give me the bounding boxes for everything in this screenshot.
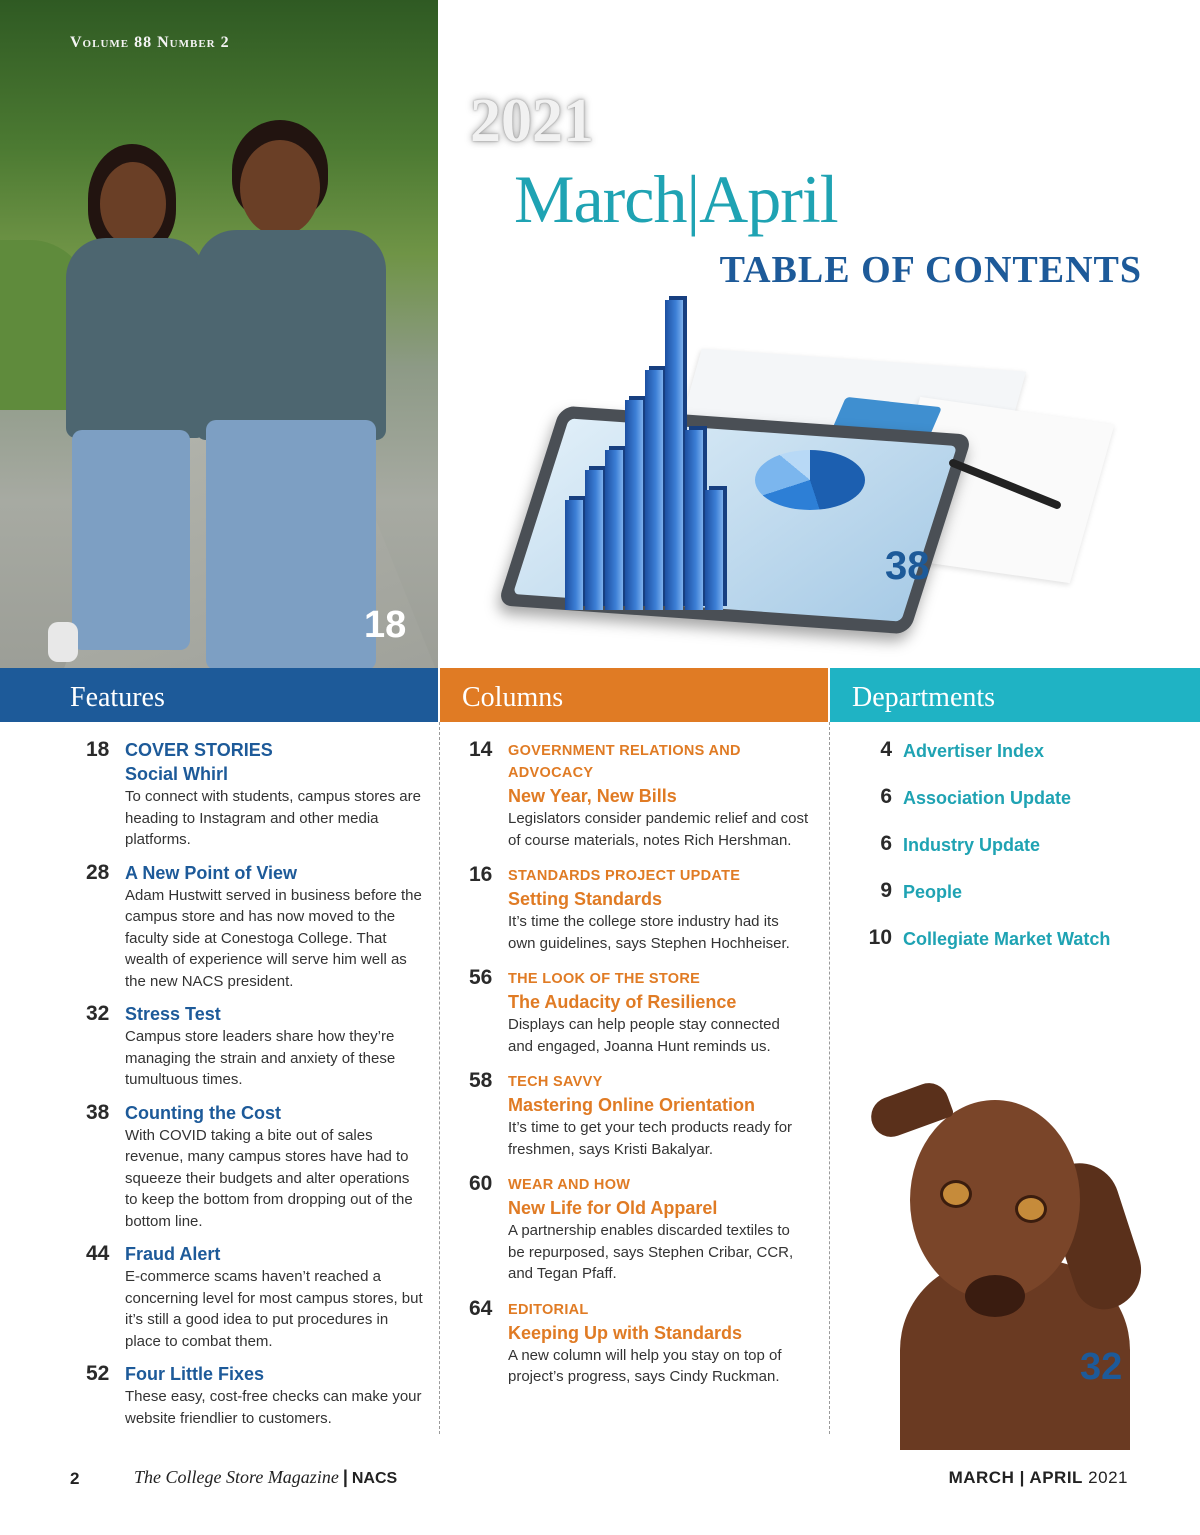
feature-title[interactable]: Stress Test [125,1004,221,1024]
department-item[interactable] [864,832,1184,879]
feature-kicker: COVER STORIES [125,740,273,760]
volume-label: Volume 88 Number 2 [70,34,230,51]
bar-chart-icon [555,290,725,610]
dog-head [910,1100,1080,1300]
footer-org: NACS [351,1470,398,1487]
column-page: 14 [469,738,493,761]
chart-tablet-illustration [515,290,1115,650]
feature-title[interactable]: A New Point of View [125,862,298,883]
footer-issue-year: 2021 [1088,1468,1128,1487]
feature-title[interactable]: Counting the Cost [125,1102,281,1123]
feature-page: 38 [86,1100,110,1124]
department-page: 6 [880,785,892,808]
department-page: 9 [880,879,892,902]
feature-description: With COVID taking a bite out of sales revenue, many campus stores have had to squeeze their budgets and alter operations to keep the bottom from dropping out of the bottom line. [125,1126,413,1230]
feature-title[interactable]: Social Whirl [125,764,229,784]
feature-page: 32 [86,1002,110,1025]
column-kicker: THE LOOK OF THE STORE [508,971,701,987]
footer-magazine [134,1467,397,1488]
feature-description: Adam Hustwitt served in business before the campus store and has now moved to the faculty side at Conestoga College. That wealth of experience will serve him well as the new NACS president. [125,886,422,990]
department-title[interactable]: People [903,882,963,902]
feature-description: These easy, cost-free checks can make your website friendlier to customers. [125,1388,422,1427]
pie-chart-icon [755,450,865,510]
column-item[interactable] [469,966,809,1057]
issue-title: March|April [514,161,838,237]
dog-nose-icon [965,1275,1025,1317]
feature-description: Campus store leaders share how they’re managing the strain and anxiety of these tumultuous times. [125,1028,396,1088]
column-description: Legislators consider pandemic relief and cost of course materials, notes Rich Hershman. [508,810,809,849]
department-page: 6 [880,832,892,855]
feature-page: 44 [86,1242,110,1265]
feature-page: 28 [86,860,110,884]
toc-title: TABLE OF CONTENTS [719,249,1142,291]
feature-item[interactable] [86,738,426,851]
illustration-page-number: 38 [885,544,930,588]
columns-list [469,738,809,1400]
column-title[interactable]: Setting Standards [508,889,663,909]
department-title[interactable]: Industry Update [903,835,1041,855]
feature-item[interactable] [86,1362,426,1429]
column-kicker: WEAR AND HOW [508,1177,631,1193]
department-page: 10 [868,926,892,949]
feature-item[interactable] [86,1002,426,1091]
column-page: 56 [469,966,493,989]
column-page: 60 [469,1172,493,1195]
column-item[interactable] [469,738,809,851]
dog-photo [860,1060,1180,1440]
feature-description: To connect with students, campus stores are heading to Instagram and other media platforms. [125,788,421,848]
department-title[interactable]: Collegiate Market Watch [903,929,1111,949]
column-description: A partnership enables discarded textiles to be repurposed, says Stephen Cribar, CCR, and Tegan Pfaff. [508,1222,794,1282]
feature-page: 52 [86,1362,110,1385]
departments-list [864,738,1184,973]
column-title[interactable]: New Life for Old Apparel [508,1198,718,1218]
department-title[interactable]: Association Update [903,788,1072,808]
feature-title[interactable]: Fraud Alert [125,1244,221,1264]
column-description: It’s time the college store industry had its own guidelines, says Stephen Hochheiser. [508,913,790,952]
column-page: 64 [469,1296,493,1320]
columns-heading: Columns [440,668,828,722]
footer-separator: | [342,1467,348,1487]
department-item[interactable] [864,879,1184,926]
column-title[interactable]: Mastering Online Orientation [508,1095,756,1115]
column-item[interactable] [469,1297,809,1388]
column-kicker: STANDARDS PROJECT UPDATE [508,868,741,884]
feature-description: E-commerce scams haven’t reached a concerning level for most campus stores, but it’s still a good idea to put procedures in place to combat them. [125,1268,423,1350]
column-title[interactable]: The Audacity of Resilience [508,992,737,1012]
column-description: A new column will help you stay on top of project’s progress, says Cindy Ruckman. [508,1346,782,1385]
column-kicker: EDITORIAL [508,1301,589,1318]
department-item[interactable] [864,785,1184,832]
cover-photo-students [0,0,438,668]
feature-item[interactable] [86,1101,426,1233]
footer-page-number: 2 [70,1469,80,1488]
column-title[interactable]: New Year, New Bills [508,786,677,806]
feature-item[interactable] [86,1242,426,1352]
column-item[interactable] [469,1172,809,1285]
department-item[interactable] [864,926,1184,973]
column-title[interactable]: Keeping Up with Standards [508,1322,743,1343]
footer-issue-date [949,1468,1128,1488]
column-description: It’s time to get your tech products ready for freshmen, says Kristi Bakalyar. [508,1119,793,1158]
column-page: 16 [469,863,493,886]
issue-year: 2021 [470,87,594,155]
footer-issue-month: MARCH | APRIL [948,1468,1083,1487]
magazine-name: The College Store Magazine [134,1467,339,1487]
department-page: 4 [880,738,892,761]
column-kicker: GOVERNMENT RELATIONS AND ADVOCACY [508,743,741,781]
dog-eye-icon [940,1180,972,1208]
department-title[interactable]: Advertiser Index [903,741,1045,761]
feature-page: 18 [86,738,110,761]
department-item[interactable] [864,738,1184,785]
column-divider [829,722,830,1434]
photo-page-number: 18 [364,604,407,646]
column-description: Displays can help people stay connected and engaged, Joanna Hunt reminds us. [508,1016,780,1055]
dog-eye-icon [1015,1195,1047,1223]
column-item[interactable] [469,863,809,954]
feature-title[interactable]: Four Little Fixes [125,1364,265,1384]
features-heading: Features [0,668,438,722]
column-item[interactable] [469,1069,809,1160]
features-list [86,738,426,1439]
departments-heading: Departments [830,668,1200,722]
feature-item[interactable] [86,861,426,993]
column-kicker: TECH SAVVY [508,1074,603,1090]
column-page: 58 [469,1069,493,1092]
column-divider [439,722,440,1434]
dog-photo-page-number: 32 [1080,1346,1123,1388]
